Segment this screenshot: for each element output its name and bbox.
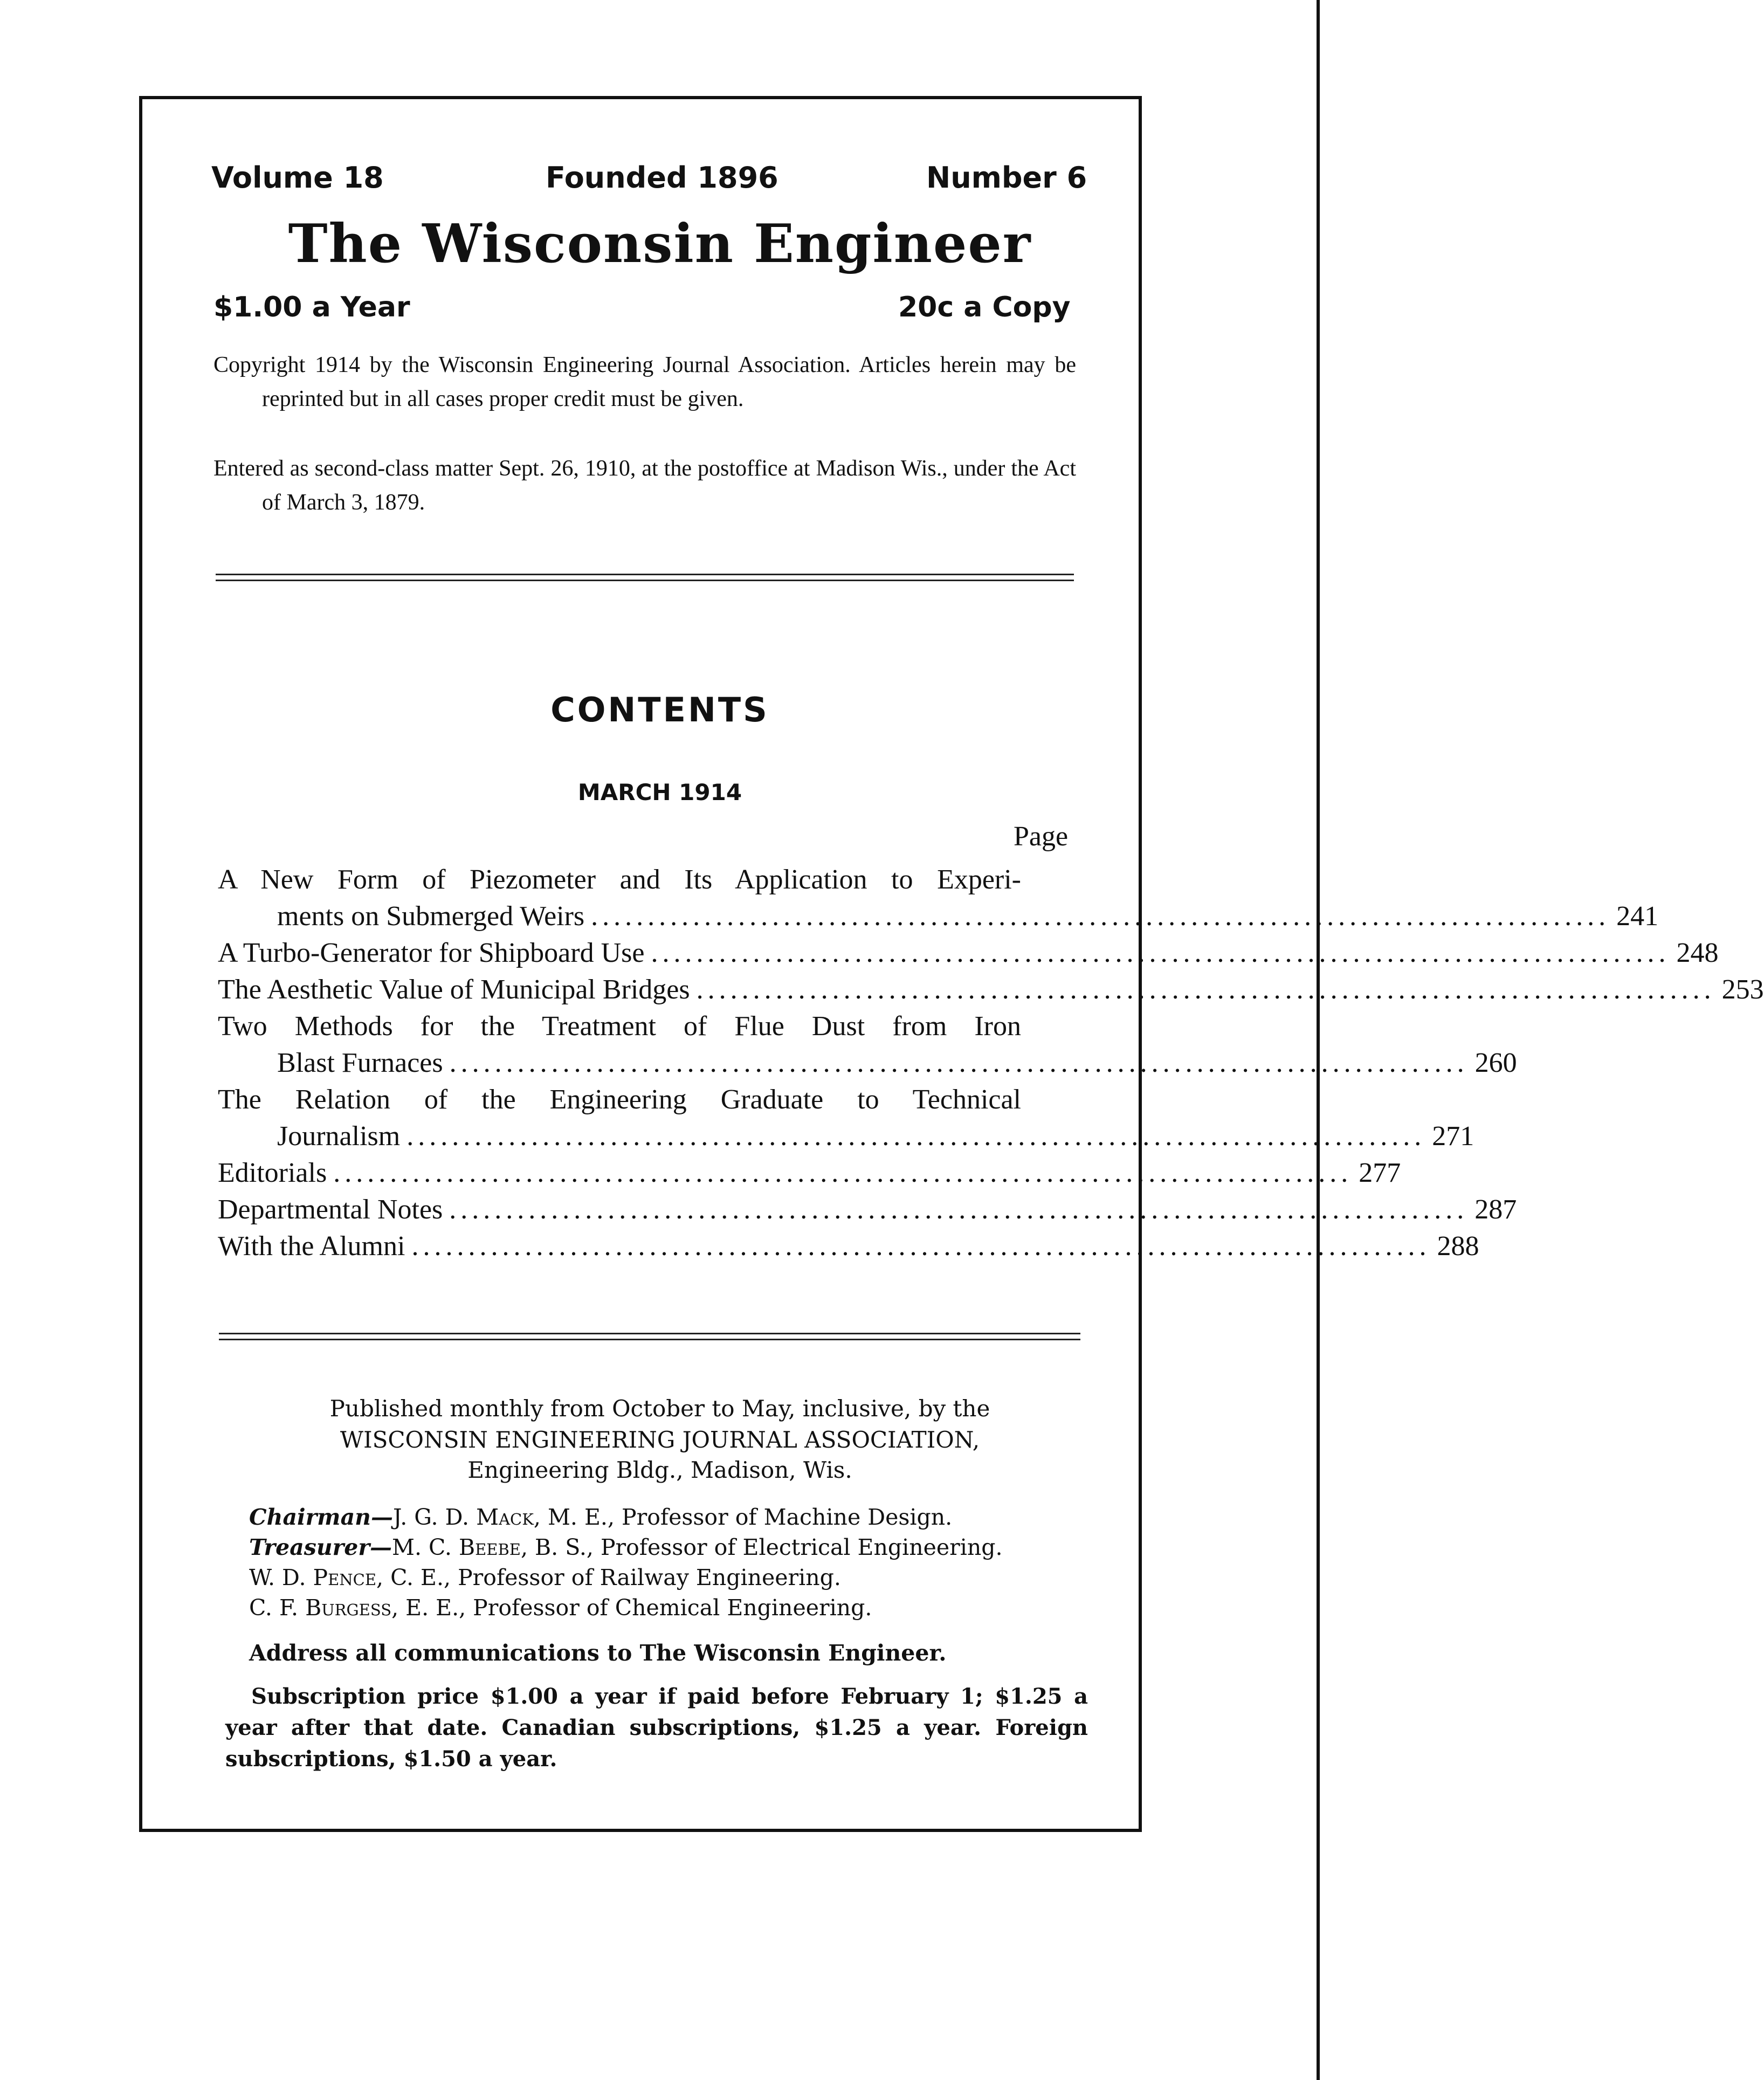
divider-bottom xyxy=(219,1333,1080,1340)
dot-leader: .......................................................................................... xyxy=(449,1194,1469,1225)
page-column-label: Page xyxy=(1014,821,1069,852)
toc-page-number: 287 xyxy=(1474,1194,1517,1225)
issue-date: MARCH 1914 xyxy=(577,779,742,805)
dot-leader: .......................................................................................... xyxy=(591,901,1610,932)
volume-label: Volume 18 xyxy=(211,161,384,195)
toc-entry[interactable] xyxy=(218,1228,1479,1265)
table-of-contents xyxy=(218,862,1764,1265)
officer-desc: , M. E., Professor of Machine Design. xyxy=(533,1504,953,1530)
toc-entry-title-cont: Journalism xyxy=(277,1121,401,1152)
officer-member xyxy=(249,1565,841,1590)
officer-role: Chairman— xyxy=(249,1504,393,1530)
publisher-line-1: Published monthly from October to May, inclusive, by the xyxy=(329,1395,990,1422)
number-label: Number 6 xyxy=(926,161,1087,195)
toc-entry-title: Editorials xyxy=(218,1158,327,1188)
toc-entry[interactable] xyxy=(218,935,1719,972)
toc-entry[interactable] xyxy=(218,1155,1401,1191)
dot-leader: .......................................................................................... xyxy=(411,1231,1431,1262)
toc-entry-title: Departmental Notes xyxy=(218,1194,443,1225)
toc-entry[interactable] xyxy=(218,1082,1474,1155)
officer-desc: , C. E., Professor of Railway Engineering. xyxy=(376,1565,841,1590)
toc-entry[interactable] xyxy=(218,1191,1517,1228)
address-note: Address all communications to The Wisconsin Engineer. xyxy=(249,1640,947,1666)
toc-entry-title-cont: ments on Submerged Weirs xyxy=(277,901,585,932)
toc-page-number: 277 xyxy=(1359,1158,1401,1188)
officer-name: J. G. D. Mack xyxy=(392,1504,534,1530)
publisher-line-2: WISCONSIN ENGINEERING JOURNAL ASSOCIATION, xyxy=(340,1427,980,1453)
toc-page-number: 253 xyxy=(1721,974,1764,1005)
dot-leader: .......................................................................................... xyxy=(651,938,1670,968)
officer-name: W. D. Pence xyxy=(249,1565,377,1590)
copyright-notice: Copyright 1914 by the Wisconsin Engineering Journal Association. Articles herein may be reprinted but in all cases proper credit must be given. xyxy=(213,353,1076,411)
toc-entry-title: The Aesthetic Value of Municipal Bridges xyxy=(218,974,690,1005)
price-year: $1.00 a Year xyxy=(213,291,410,323)
toc-entry-title: With the Alumni xyxy=(218,1231,405,1262)
toc-page-number: 248 xyxy=(1676,938,1719,968)
toc-page-number: 288 xyxy=(1437,1231,1479,1262)
toc-entry-title: Two Methods for the Treatment of Flue Dust from Iron xyxy=(218,1011,1021,1042)
toc-entry[interactable] xyxy=(218,862,1659,935)
toc-entry-title-cont: Blast Furnaces xyxy=(277,1048,443,1078)
officer-desc: , E. E., Professor of Chemical Engineering. xyxy=(391,1595,872,1621)
toc-entry[interactable] xyxy=(218,972,1764,1008)
publisher-line-3: Engineering Bldg., Madison, Wis. xyxy=(467,1457,852,1483)
officer-treasurer xyxy=(249,1534,1003,1560)
subscription-info: Subscription price $1.00 a year if paid before February 1; $1.25 a year after that date. Canadian subscriptions, $1.25 a year. Foreign subscriptions, $1.50 a year. xyxy=(225,1684,1088,1772)
dot-leader: .......................................................................................... xyxy=(449,1048,1469,1078)
officer-chairman xyxy=(249,1504,952,1530)
toc-entry-title: A Turbo-Generator for Shipboard Use xyxy=(218,938,645,968)
toc-entry-title: The Relation of the Engineering Graduate to Technical xyxy=(218,1084,1021,1115)
price-copy: 20c a Copy xyxy=(898,291,1071,323)
toc-entry[interactable] xyxy=(218,1008,1517,1082)
dot-leader: .......................................................................................... xyxy=(333,1158,1353,1188)
officer-desc: , B. S., Professor of Electrical Engineering. xyxy=(520,1534,1003,1560)
officer-name: C. F. Burgess xyxy=(249,1595,392,1621)
entry-notice: Entered as second-class matter Sept. 26, 1910, at the postoffice at Madison Wis., under the Act of March 3, 1879. xyxy=(213,456,1076,515)
officer-name: M. C. Beebe xyxy=(391,1534,521,1560)
officer-role: Treasurer— xyxy=(249,1534,392,1560)
contents-heading: CONTENTS xyxy=(550,690,769,729)
toc-entry-title: A New Form of Piezometer and Its Application to Experi- xyxy=(218,864,1021,895)
scan-edge xyxy=(1317,0,1320,2080)
dot-leader: .......................................................................................... xyxy=(406,1121,1426,1152)
journal-title: The Wisconsin Engineer xyxy=(288,213,1032,275)
founded-label: Founded 1896 xyxy=(546,161,778,195)
divider-top xyxy=(216,574,1074,581)
dot-leader: .......................................................................................... xyxy=(696,974,1715,1005)
toc-page-number: 260 xyxy=(1474,1048,1517,1078)
officer-member xyxy=(249,1595,872,1621)
toc-page-number: 271 xyxy=(1432,1121,1474,1152)
toc-page-number: 241 xyxy=(1616,901,1659,932)
